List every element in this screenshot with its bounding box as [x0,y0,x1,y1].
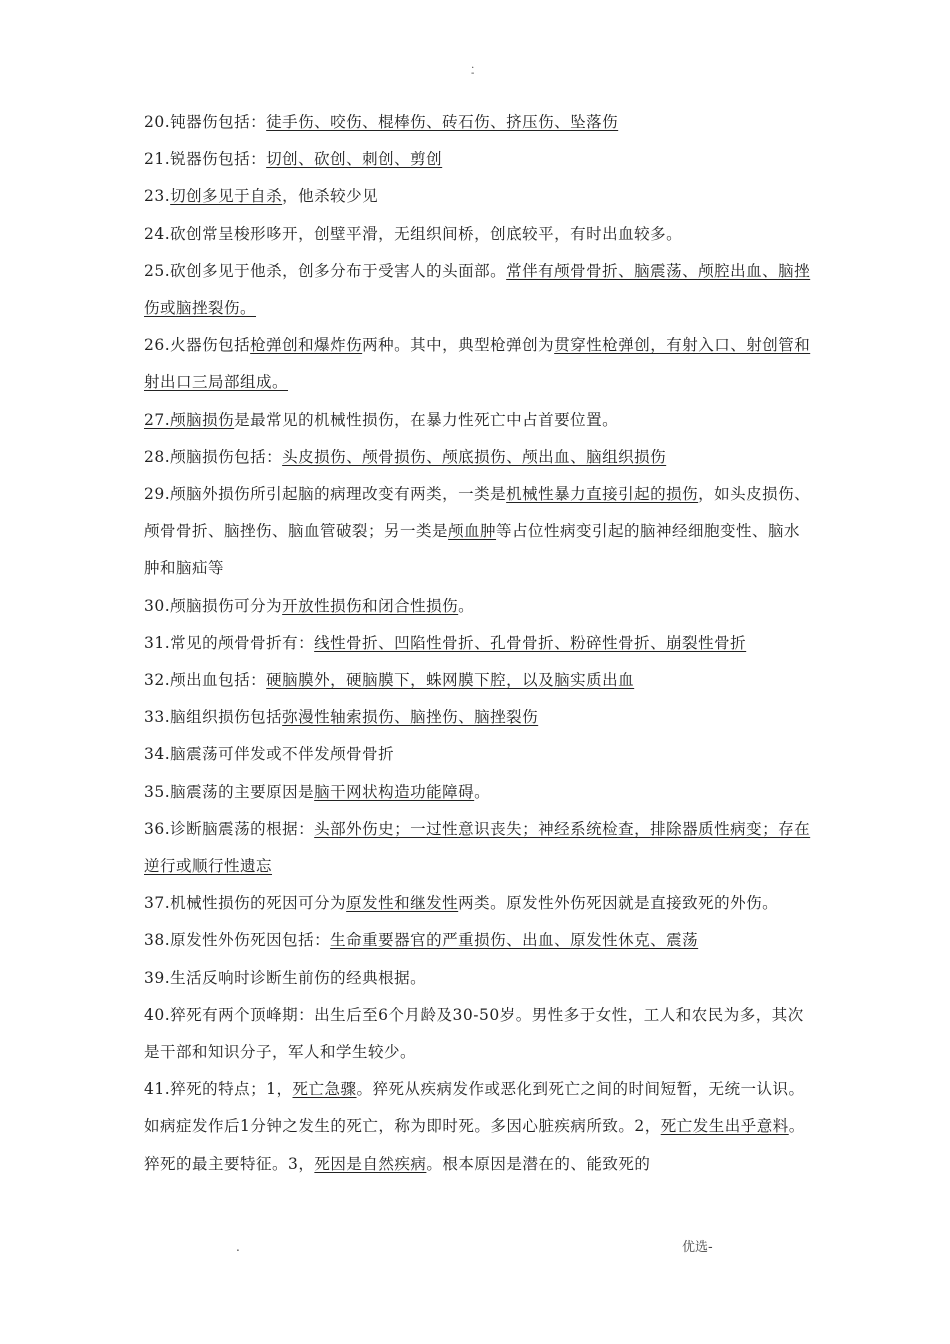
text-segment: ，如头皮损伤、颅骨骨折、脑挫伤、脑血管破裂；另一类是 [144,485,811,541]
text-segment: 25.砍创多见于他杀，创多分布于受害人的头面部。 [144,261,507,280]
text-segment: 39.生活反响时诊断生前伤的经典根据。 [144,968,427,987]
underlined-text: 死因是自然疾病 [314,1154,427,1173]
text-segment: 是最常见的机械性损伤，在暴力性死亡中占首要位置。 [234,410,619,429]
underlined-text: 头部外伤史；一过性意识丧失；神经系统检查，排除器质性病变；存在逆行或顺行性遗忘 [144,819,811,876]
underlined-text: 线性骨折、凹陷性骨折、孔骨骨折、粉碎性骨折、崩裂性骨折 [314,633,747,652]
text-segment: 37.机械性损伤的死因可分为 [144,894,347,913]
footer-label: 优选- [682,1240,713,1255]
underlined-text: 切创多见于自杀 [170,187,283,206]
underlined-text: 机械性暴力直接引起的损伤 [506,485,699,504]
text-segment: 21.锐器伤包括： [144,150,267,169]
text-segment: 等占位性病变引起的脑神经细胞变性、脑水肿和脑疝等 [144,522,801,578]
text-segment: 28.颅脑损伤包括： [144,447,283,466]
underlined-text: 硬脑膜外，硬脑膜下，蛛网膜下腔，以及脑实质出血 [266,671,635,690]
header-mark-bottom: - [471,68,475,79]
text-segment: ，他杀较少见 [282,187,379,206]
text-segment: 38.原发性外伤死因包括： [144,931,331,950]
text-segment: 26.火器伤包括 [144,336,251,355]
paragraph [144,439,812,476]
underlined-text: 切创、砍创、刺创、剪创 [266,150,443,169]
page-header-mark [471,62,474,78]
text-segment: 35.脑震荡的主要原因是 [144,782,315,801]
paragraph [144,811,812,885]
document-body [144,104,812,1183]
text-segment: 31.常见的颅骨骨折有： [144,633,315,652]
text-segment: 33.脑组织损伤包括 [144,708,283,727]
text-segment: 41.猝死的特点；1， [144,1080,293,1099]
text-segment: 30.颅脑损伤可分为 [144,596,283,615]
underlined-text: 弥漫性轴索损伤、脑挫伤、脑挫裂伤 [282,708,539,727]
underlined-text: 头皮损伤、颅骨损伤、颅底损伤、颅出血、脑组织损伤 [282,447,667,466]
header-mark-top: . [471,60,475,71]
paragraph [144,699,812,736]
text-segment: 34.脑震荡可伴发或不伴发颅骨骨折 [144,745,395,764]
paragraph [144,960,812,997]
paragraph [144,253,812,327]
underlined-text: 原发性和继发性 [346,894,459,913]
underlined-text: 死亡急骤 [292,1080,357,1099]
paragraph [144,885,812,922]
text-segment: 。根本原因是潜在的、能致死的 [426,1154,651,1173]
text-segment: 。 [474,782,491,801]
text-segment: 32.颅出血包括： [144,671,267,690]
text-segment: 。猝死的最主要特征。3， [144,1117,805,1173]
underlined-text: 生命重要器官的严重损伤、出血、原发性休克、震荡 [330,931,699,950]
text-segment: 23. [144,187,171,206]
underlined-text: 贯穿性枪弹创，有射入口、射创管和射出口三局部组成。 [144,336,811,392]
underlined-text: 脑干网状构造功能障碍 [314,782,475,801]
text-segment: 40.猝死有两个顶峰期：出生后至6个月龄及30-50岁。男性多于女性，工人和农民为多，其次是干部和知识分子，军人和学生较少。 [144,1005,804,1062]
text-segment: 两种。其中，典型枪弹创为 [362,336,555,355]
paragraph [144,662,812,699]
paragraph [144,327,812,401]
text-segment: 36.诊断脑震荡的根据： [144,819,315,838]
text-segment: 29.颅脑外损伤所引起脑的病理改变有两类，一类是 [144,485,507,504]
underlined-text: 死亡发生出乎意料 [660,1117,789,1136]
footer-dot: . [236,1240,240,1254]
underlined-text: 27.颅脑损伤 [144,410,235,429]
paragraph [144,104,812,141]
paragraph [144,1071,812,1183]
text-segment: 24.砍创常呈梭形哆开，创壁平滑，无组织间桥，创底较平，有时出血较多。 [144,224,683,243]
text-segment: 。猝死从疾病发作或恶化到死亡之间的时间短暂，无统一认识。如病症发作后1分钟之发生的死亡，称为即时死。多因心脏疾病所致。2， [144,1080,805,1136]
text-segment: 。 [458,596,475,615]
paragraph [144,476,812,588]
paragraph [144,141,812,178]
underlined-text: 开放性损伤和闭合性损伤 [282,596,459,615]
underlined-text: 徒手伤、咬伤、棍棒伤、砖石伤、挤压伤、坠落伤 [266,113,619,131]
underlined-text: 颅血肿 [448,522,497,541]
paragraph [144,736,812,773]
text-segment: 20.钝器伤包括： [144,113,267,131]
paragraph [144,178,812,215]
paragraph [144,997,812,1071]
paragraph [144,774,812,811]
underlined-text: 常伴有颅骨骨折、脑震荡、颅腔出血、脑挫伤或脑挫裂伤。 [144,261,811,318]
paragraph [144,216,812,253]
paragraph [144,922,812,959]
paragraph [144,402,812,439]
text-segment: 两类。原发性外伤死因就是直接致死的外伤。 [458,894,779,913]
paragraph [144,625,812,662]
underlined-text: 枪弹创和爆炸伤 [250,336,363,355]
paragraph [144,588,812,625]
